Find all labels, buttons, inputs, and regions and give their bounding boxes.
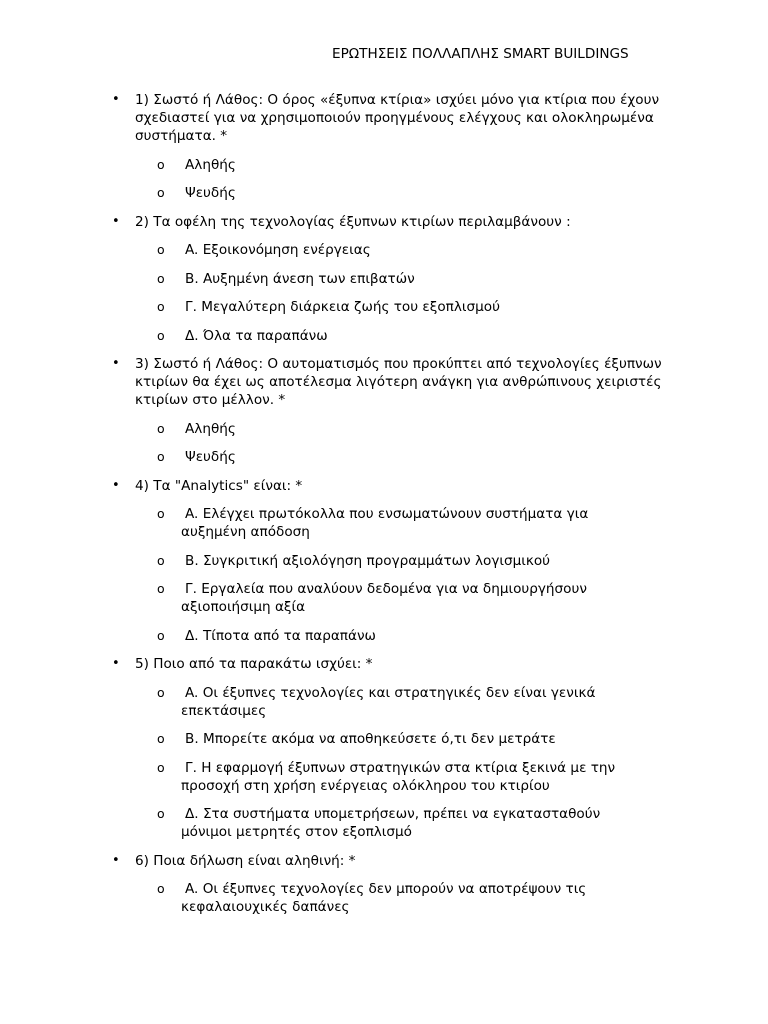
answer-option-text: Γ. Η εφαρμογή έξυπνων στρατηγικών στα κτίρια ξεκινά με την προσοχή στη χρήση ενέργειας ολόκληρου του κτιρίου — [181, 759, 616, 794]
answer-option-text: Γ. Εργαλεία που αναλύουν δεδομένα για να δημιουργήσουν αξιοποιήσιμη αξία — [181, 581, 587, 615]
answer-option — [135, 880, 651, 916]
question-text: 2) Τα οφέλη της τεχνολογίας έξυπνων κτιρίων περιλαμβάνουν : — [135, 213, 571, 230]
circle-bullet-icon: o — [157, 806, 165, 821]
answer-option-text: Ψευδής — [185, 185, 236, 201]
circle-bullet-icon: o — [157, 506, 165, 521]
answer-option — [135, 420, 651, 438]
question-item — [0, 477, 680, 656]
circle-bullet-icon: o — [157, 420, 165, 436]
circle-bullet-icon: o — [157, 881, 165, 896]
circle-bullet-icon: o — [157, 759, 165, 775]
answer-option-text: Ψευδής — [185, 449, 236, 465]
answer-option-text: A. Ελέγχει πρωτόκολλα που ενσωματώνουν συστήματα για αυξημένη απόδοση — [181, 506, 589, 540]
answer-option — [135, 627, 651, 645]
bullet-icon: • — [112, 92, 120, 107]
option-list — [135, 870, 680, 917]
answer-option — [135, 327, 651, 345]
answer-option — [135, 552, 651, 570]
bullet-icon: • — [112, 656, 120, 671]
answer-option-text: A. Οι έξυπνες τεχνολογίες δεν μπορούν να αποτρέψουν τις κεφαλαιουχικές δαπάνες — [181, 881, 587, 915]
circle-bullet-icon: o — [157, 581, 165, 596]
answer-option — [135, 298, 651, 316]
bullet-icon: • — [112, 852, 120, 868]
question-item — [0, 213, 680, 356]
answer-option-text: Αληθής — [185, 156, 236, 173]
answer-option — [135, 730, 651, 748]
answer-option — [135, 684, 651, 720]
circle-bullet-icon: o — [157, 627, 165, 643]
circle-bullet-icon: o — [157, 684, 165, 700]
answer-option-text: B. Αυξημένη άνεση των επιβατών — [185, 270, 415, 287]
question-item — [0, 91, 680, 213]
circle-bullet-icon: o — [157, 270, 165, 286]
answer-option — [135, 805, 651, 841]
option-list — [135, 409, 680, 466]
answer-option-text: Δ. Στα συστήματα υπομετρήσεων, πρέπει να εγκατασταθούν μόνιμοι μετρητές στον εξοπλισμό — [181, 806, 601, 840]
question-text: 5) Ποιο από τα παρακάτω ισχύει: * — [135, 656, 373, 672]
question-list — [0, 91, 768, 927]
circle-bullet-icon: o — [157, 327, 165, 343]
answer-option — [135, 580, 651, 616]
option-list — [135, 231, 680, 345]
answer-option-text: B. Συγκριτική αξιολόγηση προγραμμάτων λογισμικού — [185, 552, 551, 569]
bullet-icon: • — [112, 477, 120, 493]
question-text: 4) Τα "Analytics" είναι: * — [135, 477, 303, 494]
option-list — [135, 673, 680, 841]
question-text: 3) Σωστό ή Λάθος: Ο αυτοματισμός που προκύπτει από τεχνολογίες έξυπνων κτιρίων θα έχει ως αποτέλεσμα λιγότερη ανάγκη για ανθρώπινους χειριστές κτιρίων στο μέλλον. * — [135, 356, 662, 408]
circle-bullet-icon: o — [157, 552, 165, 568]
answer-option-text: Δ. Όλα τα παραπάνω — [185, 327, 328, 344]
bullet-icon: • — [112, 356, 120, 371]
answer-option-text: A. Εξοικονόμηση ενέργειας — [185, 242, 371, 258]
question-item — [0, 655, 680, 852]
circle-bullet-icon: o — [157, 185, 165, 200]
bullet-icon: • — [112, 213, 120, 229]
circle-bullet-icon: o — [157, 731, 165, 746]
question-text: 1) Σωστό ή Λάθος: Ο όρος «έξυπνα κτίρια» ισχύει μόνο για κτίρια που έχουν σχεδιαστεί για να χρησιμοποιούν προηγμένους ελέγχους και ολοκληρωμένα συστήματα. * — [135, 92, 660, 144]
answer-option-text: Δ. Τίποτα από τα παραπάνω — [185, 627, 376, 644]
answer-option — [135, 184, 651, 202]
answer-option — [135, 156, 651, 174]
question-item — [0, 355, 680, 477]
answer-option-text: A. Οι έξυπνες τεχνολογίες και στρατηγικές δεν είναι γενικά επεκτάσιμες — [181, 684, 596, 719]
answer-option — [135, 270, 651, 288]
answer-option-text: B. Μπορείτε ακόμα να αποθηκεύσετε ό,τι δεν μετράτε — [185, 731, 556, 747]
option-list — [135, 145, 680, 202]
page-title: ΕΡΩΤΗΣΕΙΣ ΠΟΛΛΑΠΛΗΣ SMART BUILDINGS — [332, 46, 629, 62]
circle-bullet-icon: o — [157, 242, 165, 257]
answer-option-text: Αληθής — [185, 420, 236, 437]
answer-option — [135, 759, 651, 795]
question-text: 6) Ποια δήλωση είναι αληθινή: * — [135, 852, 356, 869]
answer-option — [135, 241, 651, 259]
circle-bullet-icon: o — [157, 449, 165, 464]
answer-option — [135, 448, 651, 466]
circle-bullet-icon: o — [157, 299, 165, 314]
circle-bullet-icon: o — [157, 156, 165, 172]
option-list — [135, 495, 680, 645]
question-item — [0, 852, 680, 927]
answer-option — [135, 505, 651, 541]
answer-option-text: Γ. Μεγαλύτερη διάρκεια ζωής του εξοπλισμού — [185, 299, 500, 315]
